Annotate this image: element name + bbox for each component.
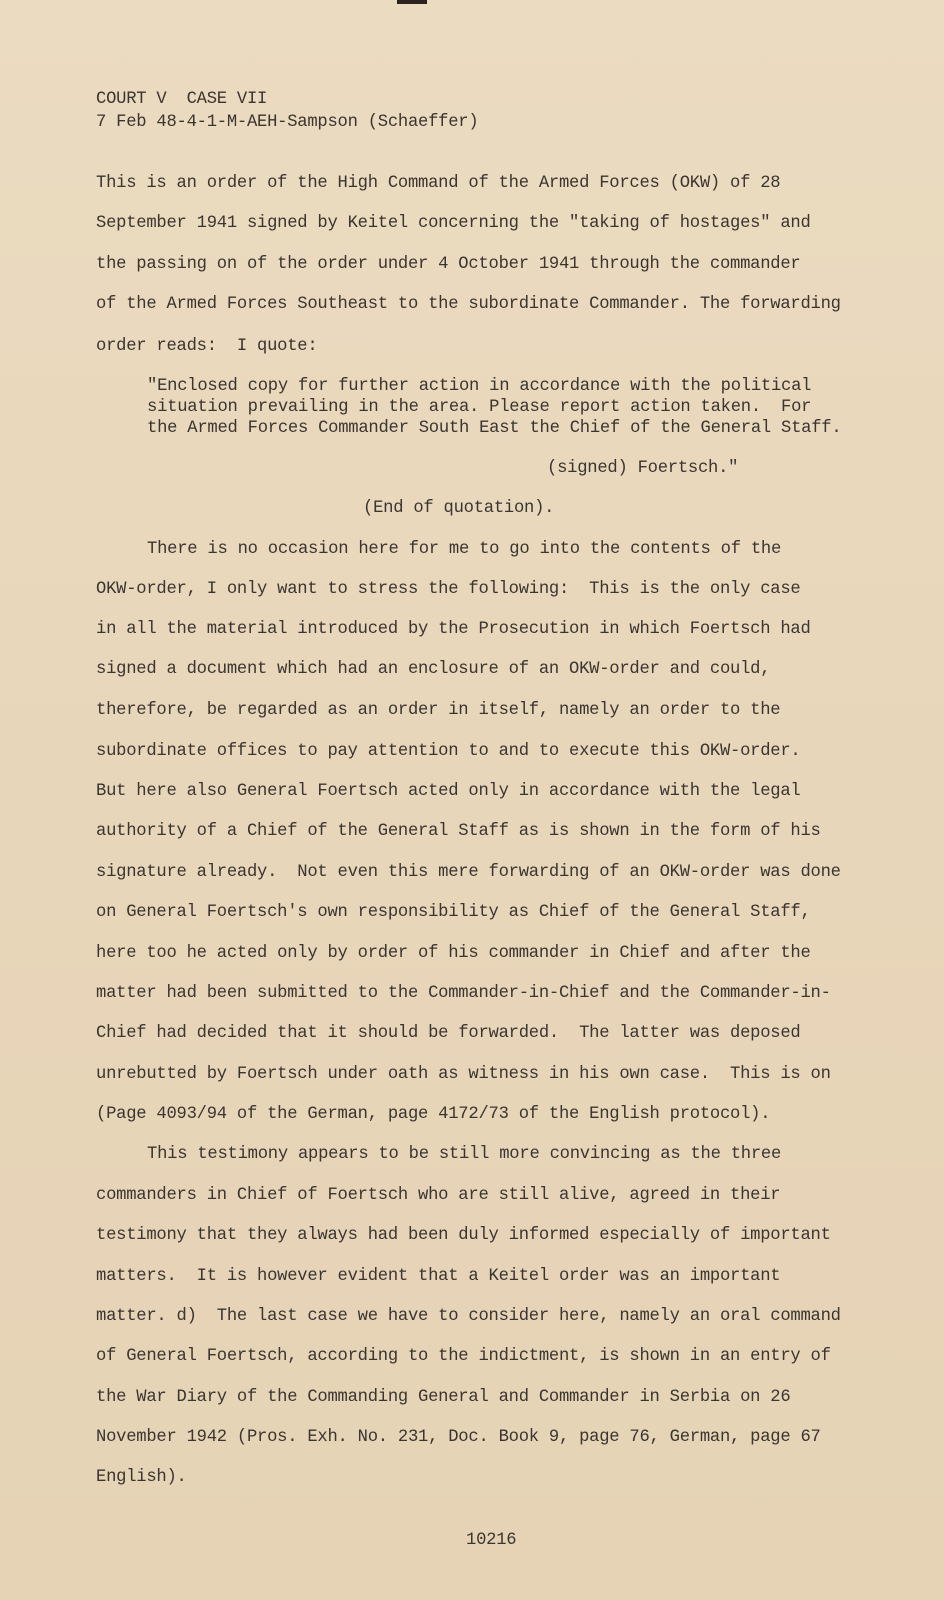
header-court-case: COURT V CASE VII bbox=[96, 90, 268, 109]
paragraph3-line: of General Foertsch, according to the indictment, is shown in an entry of bbox=[96, 1347, 831, 1366]
quote-signature: (signed) Foertsch." bbox=[547, 459, 739, 478]
paragraph3-line: English). bbox=[96, 1468, 187, 1487]
paragraph3-line: This testimony appears to be still more convincing as the three bbox=[147, 1145, 782, 1164]
quote-line: situation prevailing in the area. Please report action taken. For bbox=[147, 398, 812, 417]
paragraph2-line: Chief had decided that it should be forwarded. The latter was deposed bbox=[96, 1024, 801, 1043]
paragraph2-line: signature already. Not even this mere forwarding of an OKW-order was done bbox=[96, 863, 841, 882]
paragraph2-line: in all the material introduced by the Prosecution in which Foertsch had bbox=[96, 620, 811, 639]
end-of-quotation: (End of quotation). bbox=[363, 499, 555, 518]
paragraph2-line: subordinate offices to pay attention to and to execute this OKW-order. bbox=[96, 742, 801, 761]
paragraph2-line: matter had been submitted to the Commander-in-Chief and the Commander-in- bbox=[96, 984, 831, 1003]
page-number: 10216 bbox=[466, 1531, 517, 1550]
paragraph2-line: on General Foertsch's own responsibility as Chief of the General Staff, bbox=[96, 903, 811, 922]
paragraph3-line: November 1942 (Pros. Exh. No. 231, Doc. Book 9, page 76, German, page 67 bbox=[96, 1428, 821, 1447]
paragraph1-line: This is an order of the High Command of the Armed Forces (OKW) of 28 bbox=[96, 174, 781, 193]
paragraph2-line: OKW-order, I only want to stress the following: This is the only case bbox=[96, 580, 801, 599]
quote-line: the Armed Forces Commander South East the Chief of the General Staff. bbox=[147, 419, 842, 438]
paragraph2-line: But here also General Foertsch acted only in accordance with the legal bbox=[96, 782, 801, 801]
paragraph3-line: matters. It is however evident that a Keitel order was an important bbox=[96, 1267, 781, 1286]
paragraph3-line: testimony that they always had been duly informed especially of important bbox=[96, 1226, 831, 1245]
paragraph1-line: of the Armed Forces Southeast to the subordinate Commander. The forwarding bbox=[96, 295, 841, 314]
paragraph2-line: There is no occasion here for me to go into the contents of the bbox=[147, 540, 782, 559]
quote-line: "Enclosed copy for further action in accordance with the political bbox=[147, 377, 812, 396]
paragraph1-line: order reads: I quote: bbox=[96, 337, 318, 356]
paragraph2-line: authority of a Chief of the General Staff as is shown in the form of his bbox=[96, 822, 821, 841]
paragraph2-line: therefore, be regarded as an order in itself, namely an order to the bbox=[96, 701, 781, 720]
paragraph2-line: signed a document which had an enclosure of an OKW-order and could, bbox=[96, 660, 771, 679]
paragraph3-line: matter. d) The last case we have to consider here, namely an oral command bbox=[96, 1307, 841, 1326]
paragraph2-line: unrebutted by Foertsch under oath as witness in his own case. This is on bbox=[96, 1065, 831, 1084]
paragraph1-line: September 1941 signed by Keitel concerning the "taking of hostages" and bbox=[96, 214, 811, 233]
paragraph2-line: (Page 4093/94 of the German, page 4172/73 of the English protocol). bbox=[96, 1105, 771, 1124]
top-edge-mark bbox=[397, 0, 427, 4]
paragraph3-line: the War Diary of the Commanding General and Commander in Serbia on 26 bbox=[96, 1388, 791, 1407]
paragraph1-line: the passing on of the order under 4 October 1941 through the commander bbox=[96, 255, 801, 274]
header-reference: 7 Feb 48-4-1-M-AEH-Sampson (Schaeffer) bbox=[96, 113, 479, 132]
paragraph2-line: here too he acted only by order of his commander in Chief and after the bbox=[96, 944, 811, 963]
paragraph3-line: commanders in Chief of Foertsch who are still alive, agreed in their bbox=[96, 1186, 781, 1205]
